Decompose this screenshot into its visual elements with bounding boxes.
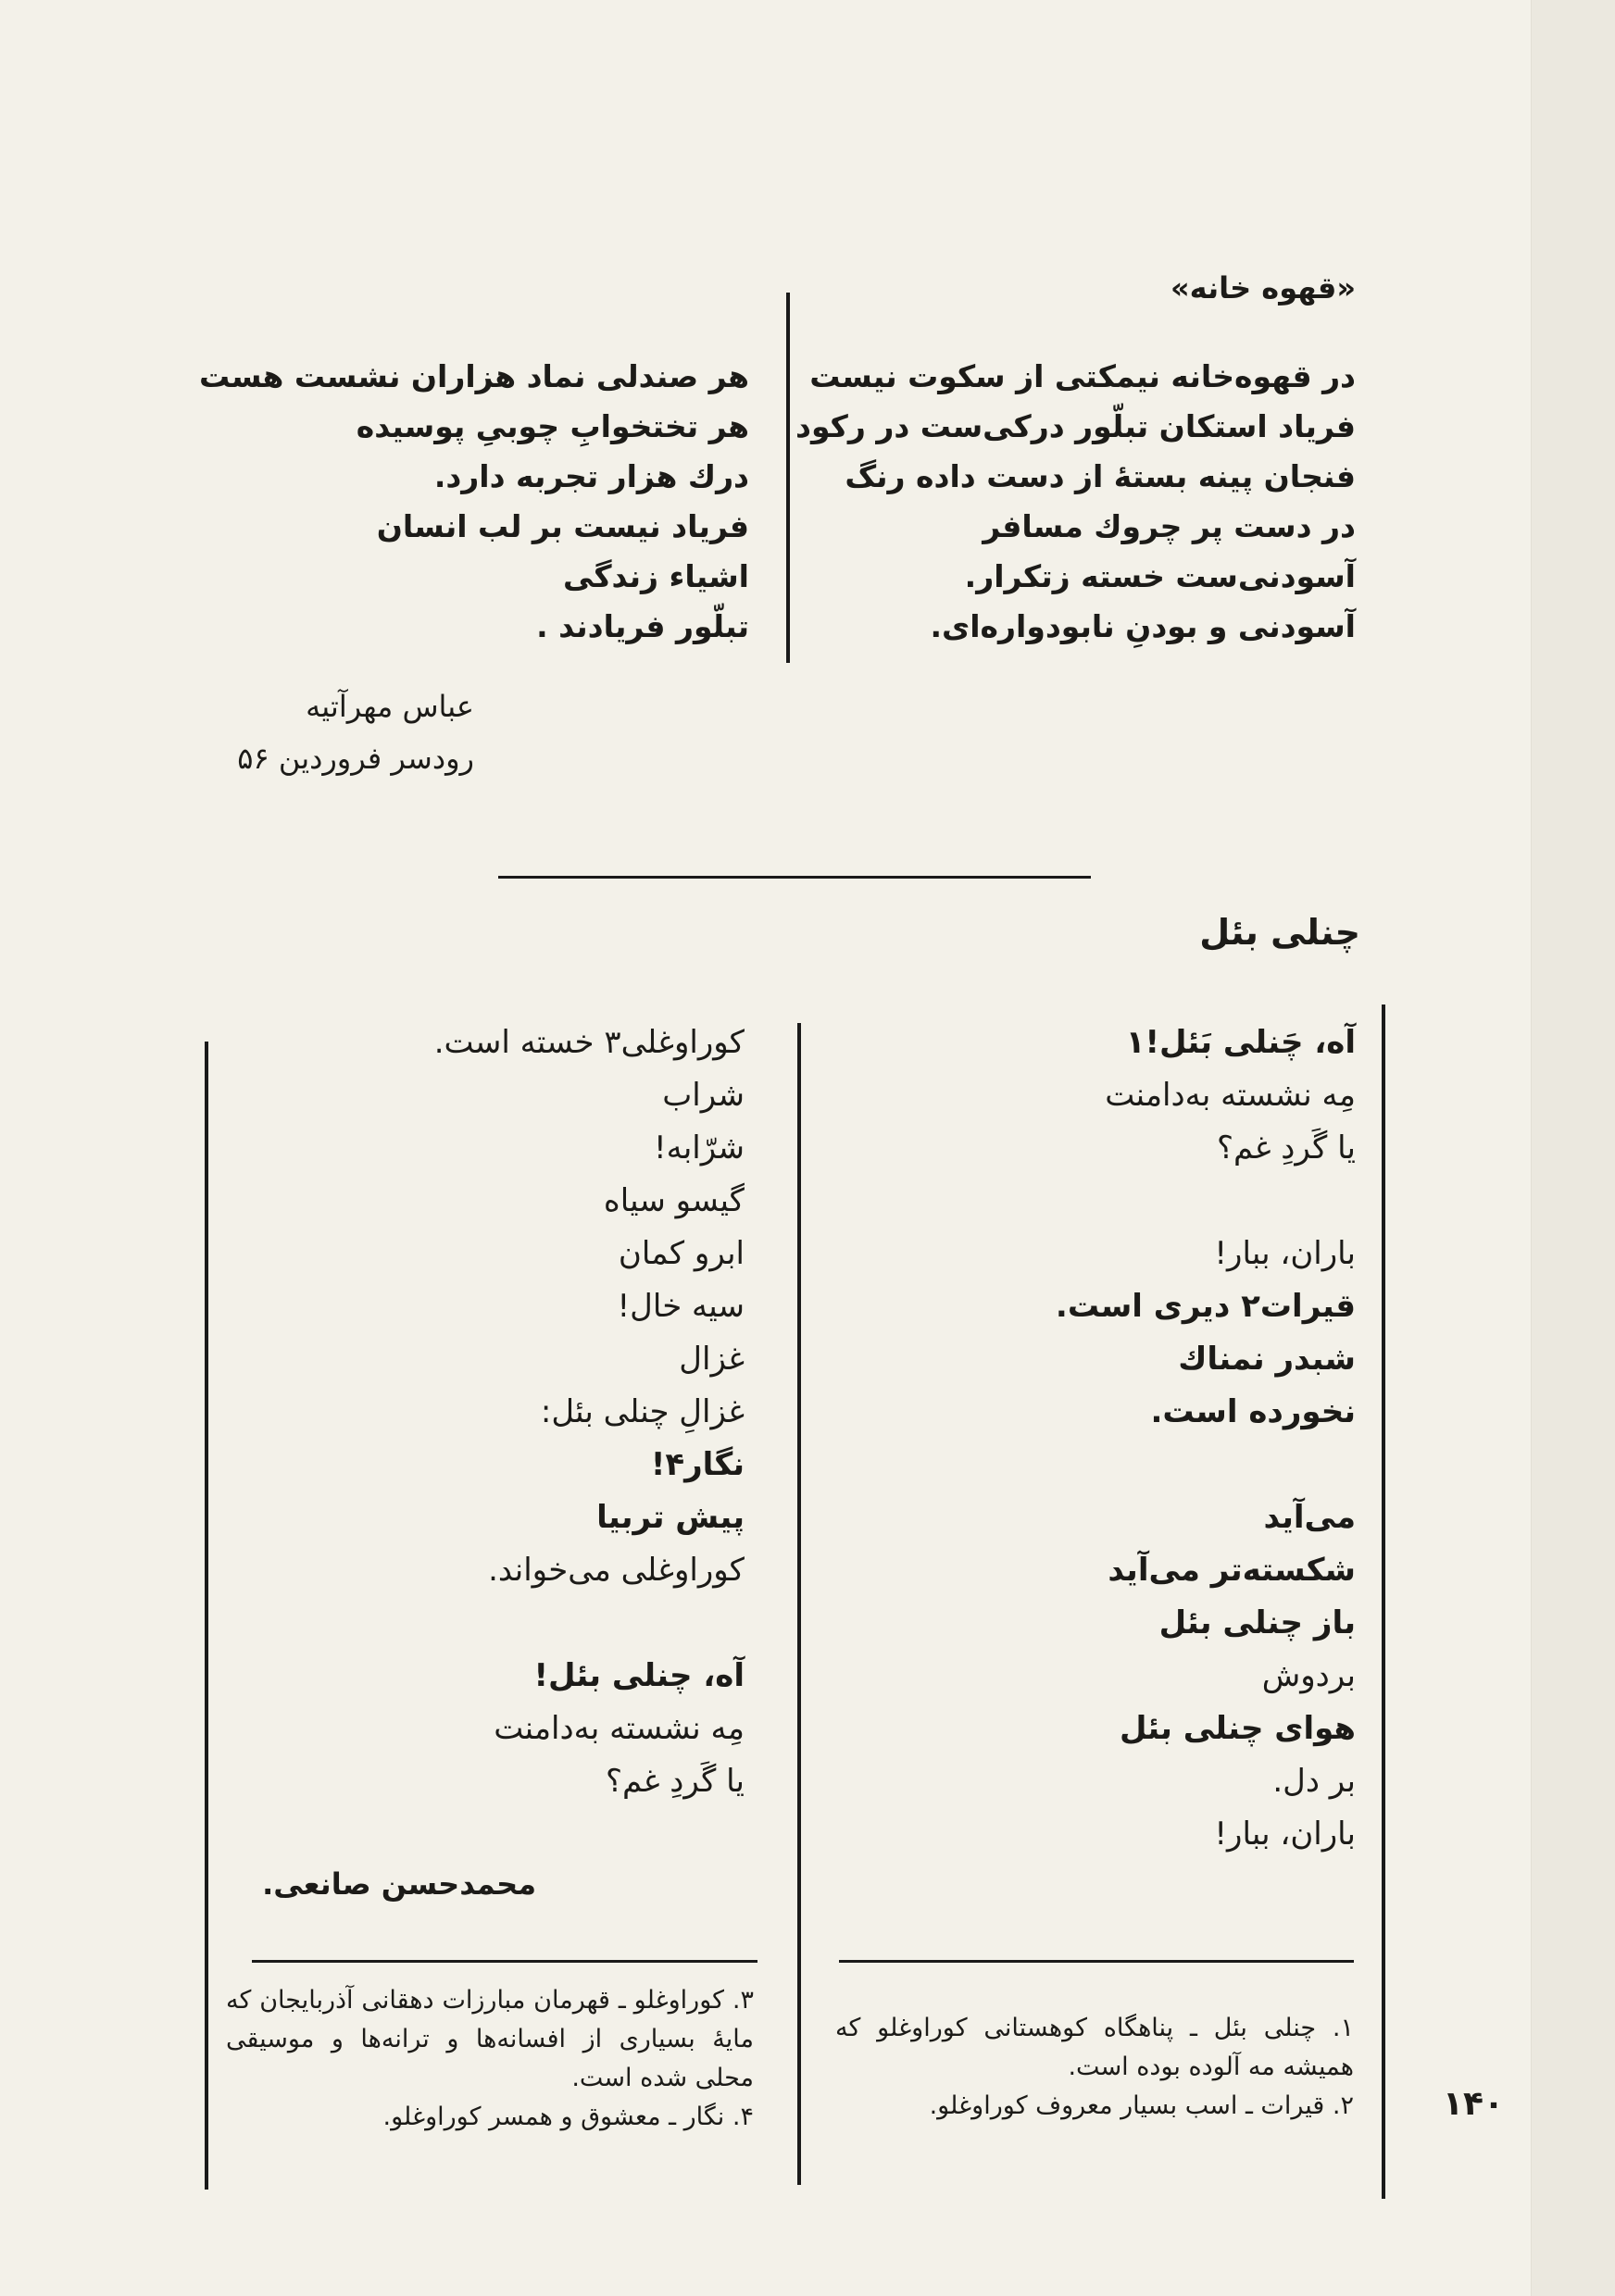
poem-line: شبدر نمناك — [1178, 1341, 1356, 1378]
poem-line: بردوش — [1261, 1657, 1356, 1694]
poem1-signature — [85, 680, 474, 784]
poem1-right-stanza — [795, 352, 1356, 652]
footnote: ۳. کوراوغلو ـ قهرمان مبارزات دهقانی آذربایجان که مایۀ بسیاری از افسانه‌ها و ترانه‌ها و موسیقی محلی شده است. — [226, 1986, 754, 2092]
footnotes-right — [835, 2009, 1354, 2126]
page-number: ۱۴۰ — [1443, 2085, 1504, 2123]
poem-line: غزال — [679, 1341, 745, 1378]
poem-line: می‌آید — [1263, 1499, 1356, 1536]
poem-line: باران، ببار! — [1214, 1235, 1356, 1272]
poem-line: باز چنلی بئل — [1158, 1604, 1356, 1641]
poem-line: باران، ببار! — [1214, 1816, 1356, 1853]
poem-line: تبلّور فریادند . — [536, 608, 749, 644]
poem-line: یا گَردِ غم؟ — [606, 1763, 745, 1800]
poem-line: نخورده است. — [1150, 1393, 1356, 1430]
poem-line: شکسته‌تر می‌آید — [1108, 1552, 1356, 1589]
poem-line: درك هزار تجربه دارد. — [433, 458, 749, 494]
poem-line: شرّابه! — [653, 1129, 745, 1167]
poem-line: نگار۴! — [650, 1446, 745, 1483]
poem-line: فنجان پینه بستۀ از دست داده رنگ — [845, 458, 1356, 494]
poem-line: بر دل. — [1272, 1763, 1356, 1800]
poem-line: کوراوغلی۳ خسته است. — [433, 1024, 745, 1061]
poem2-author: محمدحسن صانعی. — [262, 1866, 536, 1902]
poem-line: در دست پر چروك مسافر — [983, 508, 1356, 544]
poem-line: هوای چنلی بئل — [1119, 1710, 1356, 1747]
poem-line: اشیاء زندگی — [562, 558, 749, 594]
page-fold-margin — [1531, 0, 1615, 2296]
poem-line: یا گَردِ غم؟ — [1217, 1129, 1356, 1167]
poem2-column-divider — [797, 1023, 801, 2185]
poem-line: هر صندلی نماد هزاران نشست هست — [199, 358, 749, 394]
poem-line: سیه خال! — [617, 1288, 745, 1325]
poem1-author: عباس مهرآتیه — [306, 689, 474, 724]
poem-line: مِه نشسته به‌دامنت — [1105, 1077, 1356, 1114]
poem1-place-date: رودسر فروردین ۵۶ — [237, 741, 474, 776]
poem-line: آه، چَنلی بَئل!۱ — [1125, 1024, 1356, 1061]
poem2-right-stanza — [819, 1017, 1356, 1861]
poem-line: فریاد استکان تبلّور درکی‌ست در رکود — [795, 408, 1356, 444]
footnote-rule-right — [839, 1960, 1354, 1963]
poem1-title: «قهوه خانه» — [1170, 270, 1356, 306]
footnote-rule-left — [252, 1960, 757, 1963]
poem-line: ابرو کمان — [618, 1235, 745, 1272]
section-separator — [498, 876, 1091, 879]
stanza-gap — [819, 1175, 1356, 1228]
poem-line: شراب — [662, 1077, 745, 1114]
poem-line: مِه نشسته به‌دامنت — [494, 1710, 745, 1747]
poem2-title: چنلی بئل — [1199, 912, 1360, 953]
poem-line: در قهوه‌خانه نیمکتی از سکوت نیست — [809, 358, 1356, 394]
stanza-gap — [226, 1597, 745, 1650]
poem2-left-border — [205, 1042, 208, 2190]
footnote: ۲. قیرات ـ اسب بسیار معروف کوراوغلو. — [929, 2091, 1354, 2120]
footnote: ۱. چنلی بئل ـ پناهگاه کوهستانی کوراوغلو که همیشه مه آلوده بوده است. — [835, 2014, 1354, 2081]
poem2-left-stanza — [226, 1017, 745, 1808]
poem-line: آسودنی‌ست خسته زتکرار. — [964, 558, 1356, 594]
stanza-gap — [819, 1439, 1356, 1491]
poem-line: پیش تربیا — [596, 1499, 745, 1536]
poem-line: آسودنی و بودنِ نابودواره‌ای. — [930, 608, 1356, 644]
poem-line: گیسو سیاه — [603, 1182, 745, 1219]
poem-line: آه، چنلی بئل! — [533, 1657, 745, 1694]
poem-line: غزالِ چنلی بئل: — [540, 1393, 745, 1430]
poem1-column-divider — [786, 293, 790, 663]
poem-line: کوراوغلی می‌خواند. — [488, 1552, 745, 1589]
poem-line: هر تختخوابِ چوبیِ پوسیده — [356, 408, 749, 444]
poem-line: فریاد نیست بر لب انسان — [376, 508, 749, 544]
poem1-left-stanza — [199, 352, 749, 652]
poem2-right-border — [1382, 1004, 1385, 2199]
poem-line: قیرات۲ دیری است. — [1055, 1288, 1356, 1325]
footnotes-left — [226, 1981, 754, 2137]
footnote: ۴. نگار ـ معشوق و همسر کوراوغلو. — [382, 2103, 754, 2131]
